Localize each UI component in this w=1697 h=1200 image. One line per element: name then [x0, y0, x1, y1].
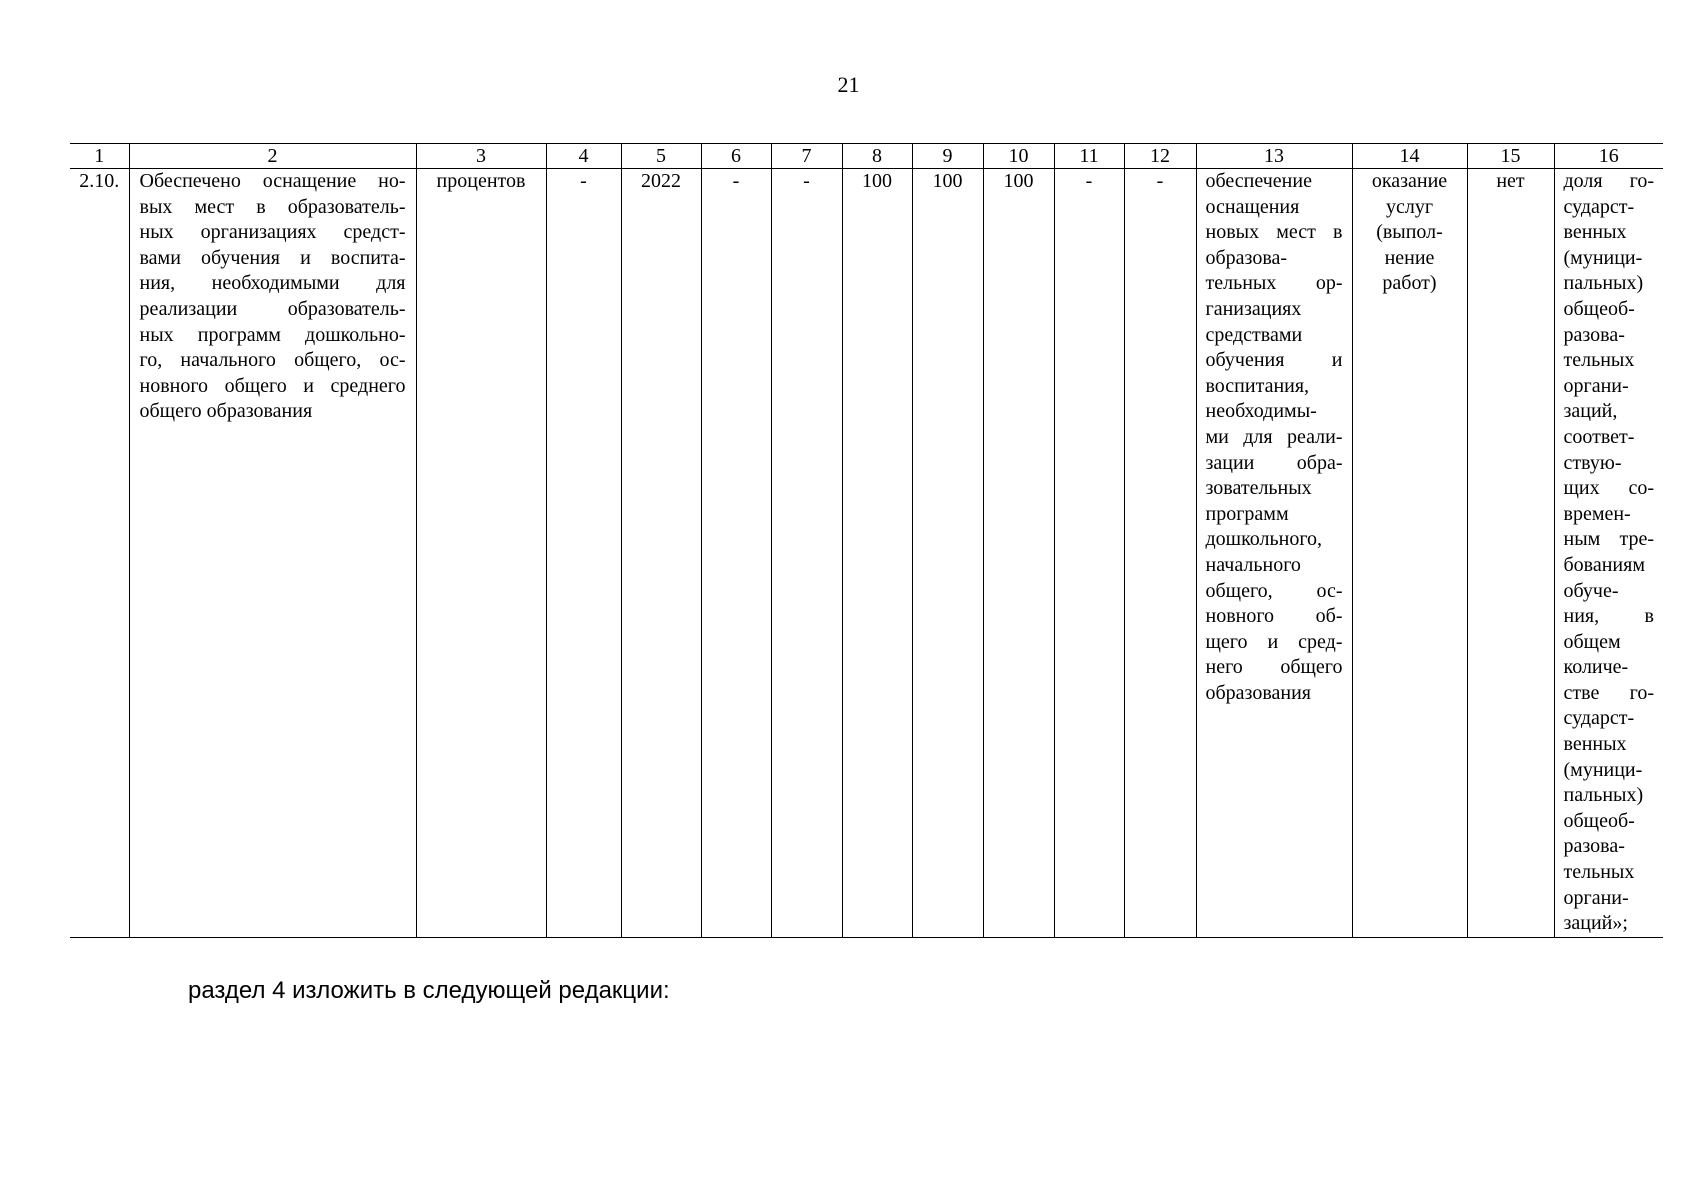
cell-result-description — [129, 169, 416, 938]
cell-line: тельных ор- — [1205, 272, 1343, 295]
table-header-col-2: 2 — [129, 144, 416, 169]
cell-line: количе- — [1563, 656, 1629, 679]
cell-line: обуче- — [1563, 579, 1619, 602]
cell-line: ния, необходимыми для — [139, 272, 406, 295]
table-row — [70, 169, 1663, 938]
cell-line: ми для реали- — [1205, 425, 1343, 448]
cell-year: 2022 — [621, 169, 701, 938]
cell-line: оснащения — [1205, 195, 1300, 218]
table-header-col-4: 4 — [546, 144, 621, 169]
cell-line: новного общего и среднего — [139, 374, 406, 397]
cell-line: сударст- — [1563, 195, 1635, 218]
cell-line: пальных) — [1563, 272, 1644, 295]
table-header-col-3: 3 — [416, 144, 546, 169]
table-header-col-15: 15 — [1467, 144, 1554, 169]
table-header-col-6: 6 — [701, 144, 771, 169]
table-header-col-5: 5 — [621, 144, 701, 169]
cell-line: обеспечение — [1205, 170, 1312, 192]
cell-line: соответ- — [1563, 425, 1635, 448]
cell-col10: 100 — [983, 169, 1054, 938]
cell-line: го, начального общего, ос- — [139, 349, 406, 372]
cell-line: венных — [1563, 733, 1627, 756]
cell-line: новного об- — [1205, 605, 1343, 628]
cell-line: воспитания, — [1205, 374, 1310, 397]
cell-line: зовательных — [1205, 477, 1312, 500]
cell-result-characteristic — [1196, 169, 1352, 938]
table-header-col-14: 14 — [1352, 144, 1467, 169]
cell-line: (выпол- — [1376, 221, 1443, 244]
cell-line: зации обра- — [1205, 451, 1343, 474]
cell-line: венных — [1563, 221, 1627, 244]
table-header-col-16: 16 — [1554, 144, 1663, 169]
cell-line: работ) — [1382, 272, 1437, 295]
cell-line: него общего — [1205, 656, 1343, 679]
cell-line: общеоб- — [1563, 809, 1635, 832]
cell-line: ствую- — [1563, 451, 1622, 474]
cell-line: образования — [1205, 681, 1311, 704]
cell-line: сударст- — [1563, 707, 1635, 730]
cell-line: ных организациях средст- — [139, 221, 406, 244]
cell-line: общего, ос- — [1205, 579, 1343, 602]
cell-result-type — [1352, 169, 1467, 938]
cell-line: бованиям — [1563, 553, 1645, 576]
cell-line: общего образования — [139, 400, 313, 423]
cell-col4: - — [546, 169, 621, 938]
cell-col8: 100 — [842, 169, 912, 938]
cell-col7: - — [771, 169, 842, 938]
cell-line: ным тре- — [1563, 528, 1654, 551]
cell-col9: 100 — [912, 169, 983, 938]
cell-line: Обеспечено оснащение но- — [139, 170, 406, 192]
cell-line: нение — [1384, 246, 1435, 269]
cell-line: вами обучения и воспита- — [139, 246, 406, 269]
cell-line: вых мест в образователь- — [139, 195, 406, 218]
cell-line: реализации образователь- — [139, 297, 406, 320]
cell-line: органи- — [1563, 374, 1629, 397]
page-number: 21 — [837, 72, 860, 97]
table-header-col-11: 11 — [1054, 144, 1124, 169]
cell-line: разова- — [1563, 323, 1625, 346]
cell-col12: - — [1124, 169, 1196, 938]
cell-line: ных программ дошкольно- — [139, 323, 406, 346]
cell-line: тельных — [1563, 349, 1635, 372]
indicator-table — [70, 143, 1663, 938]
cell-line: тельных — [1563, 861, 1635, 884]
cell-line: программ — [1205, 502, 1289, 525]
cell-line: общеоб- — [1563, 297, 1635, 320]
cell-line: заций, — [1563, 400, 1618, 423]
cell-line: образова- — [1205, 246, 1288, 269]
cell-line: ганизациях — [1205, 297, 1302, 320]
cell-line: обучения и — [1205, 349, 1343, 372]
cell-line: заций»; — [1563, 912, 1628, 935]
cell-line: новых мест в — [1205, 221, 1343, 244]
table-header-col-8: 8 — [842, 144, 912, 169]
table-header-col-7: 7 — [771, 144, 842, 169]
cell-line: (муници- — [1563, 246, 1643, 269]
cell-line: времен- — [1563, 502, 1631, 525]
cell-col6: - — [701, 169, 771, 938]
table-header-col-13: 13 — [1196, 144, 1352, 169]
cell-line: оказание — [1371, 170, 1448, 192]
cell-line: доля го- — [1563, 170, 1654, 192]
cell-line: стве го- — [1563, 681, 1654, 704]
cell-line: щего и сред- — [1205, 630, 1343, 653]
cell-line: услуг — [1385, 195, 1434, 218]
instruction-text: раздел 4 изложить в следующей редакции: — [188, 977, 670, 1004]
table-header-col-9: 9 — [912, 144, 983, 169]
cell-line: ния, в — [1563, 605, 1654, 628]
table-header-row — [70, 144, 1663, 169]
table-header-col-10: 10 — [983, 144, 1054, 169]
cell-unit: процентов — [416, 169, 546, 938]
cell-line: щих со- — [1563, 477, 1654, 500]
cell-line: необходимы- — [1205, 400, 1317, 423]
cell-line: дошкольного, — [1205, 528, 1323, 551]
cell-line: начального — [1205, 553, 1301, 576]
cell-col15: нет — [1467, 169, 1554, 938]
cell-row-number: 2.10. — [70, 169, 129, 938]
cell-line: органи- — [1563, 886, 1629, 909]
cell-line: (муници- — [1563, 758, 1643, 781]
table-header-col-1: 1 — [70, 144, 129, 169]
table-header-col-12: 12 — [1124, 144, 1196, 169]
cell-line: общем — [1563, 630, 1621, 653]
cell-line: средствами — [1205, 323, 1303, 346]
cell-line: пальных) — [1563, 784, 1644, 807]
cell-indicator-description — [1554, 169, 1663, 938]
cell-col11: - — [1054, 169, 1124, 938]
cell-line: разова- — [1563, 835, 1625, 858]
